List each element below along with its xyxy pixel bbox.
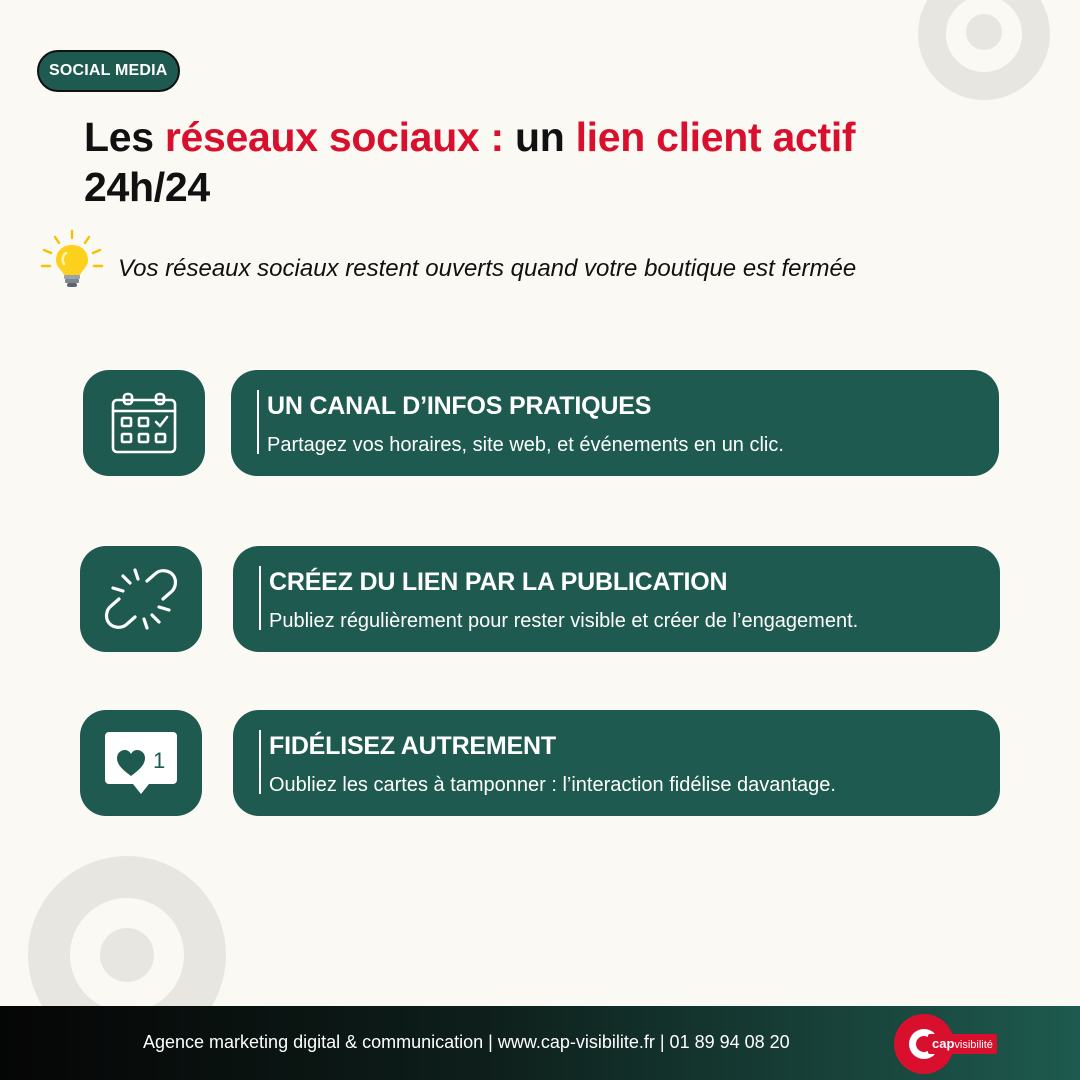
broken-link-icon: [103, 564, 179, 634]
subtitle: Vos réseaux sociaux restent ouverts quand votre boutique est fermée: [118, 255, 857, 282]
like-notification-icon-box: [80, 710, 202, 816]
decorative-dot-top: [966, 14, 1002, 50]
info-card-practical: [231, 370, 999, 476]
info-card-loyalty: [233, 710, 1000, 816]
title-highlight: réseaux sociaux :: [164, 114, 504, 160]
decorative-dot-bottom: [100, 928, 154, 982]
footer: [0, 1006, 1080, 1080]
title-highlight: lien client actif: [575, 114, 856, 160]
calendar-icon-box: [83, 370, 205, 476]
logo-wordmark: [928, 1034, 997, 1054]
card-title: FIDÉLISEZ AUTREMENT: [269, 732, 556, 760]
footer-contact: Agence marketing digital & communication | www.cap-visibilite.fr | 01 89 94 08 20: [143, 1032, 790, 1052]
card-title: UN CANAL D’INFOS PRATIQUES: [267, 392, 652, 420]
card-title: CRÉEZ DU LIEN PAR LA PUBLICATION: [269, 568, 728, 596]
lightbulb-icon: [38, 228, 106, 290]
card-divider: [259, 566, 261, 630]
card-divider: [259, 730, 261, 794]
info-card-publication: [233, 546, 1000, 652]
calendar-icon: [110, 391, 178, 455]
card-divider: [257, 390, 259, 454]
brand-logo: [894, 1014, 1008, 1074]
card-text: Oubliez les cartes à tamponner : l’interaction fidélise davantage.: [269, 774, 836, 796]
card-text: Publiez régulièrement pour rester visible et créer de l’engagement.: [269, 610, 859, 632]
logo-word-visibilite: visibilité: [954, 1039, 993, 1051]
broken-link-icon-box: [80, 546, 202, 652]
like-notification-icon: [103, 728, 179, 798]
category-badge: SOCIAL MEDIA: [37, 50, 180, 92]
logo-word-cap: cap: [932, 1036, 955, 1051]
title-part: 24h/24: [84, 164, 210, 210]
title-part: Les: [84, 114, 165, 160]
like-count: 1: [153, 748, 166, 773]
page-title: [84, 112, 984, 212]
title-part: un: [503, 114, 576, 160]
card-text: Partagez vos horaires, site web, et événements en un clic.: [267, 434, 784, 456]
